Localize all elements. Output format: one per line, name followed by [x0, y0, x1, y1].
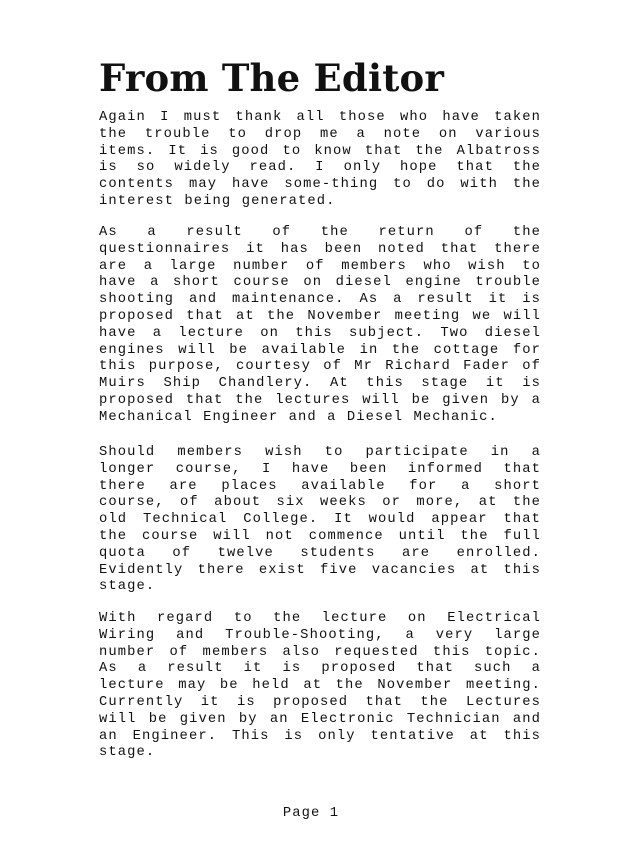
- text-line: stage.: [99, 579, 156, 595]
- text-line: With regard to the lecture on Electrical: [99, 611, 541, 626]
- text-line: stage.: [99, 745, 156, 761]
- text-line: contents may have some-thing to do with the: [99, 177, 541, 193]
- text-line: engines will be available in the cottage for: [99, 342, 541, 358]
- text-line: interest being generated.: [99, 193, 336, 209]
- text-line: the trouble to drop me a note on various: [99, 126, 541, 142]
- text-line: will be given by an Electronic Technician and: [99, 711, 541, 727]
- text-line: Should members wish to participate in a: [99, 445, 541, 460]
- text-line: quota of twelve students are enrolled.: [99, 545, 541, 561]
- text-line: As a result of the return of the: [99, 225, 541, 240]
- text-line: have a short course on diesel engine trouble: [99, 275, 541, 291]
- paragraph-diesel-course: [99, 225, 541, 427]
- page-title: From The Editor: [99, 56, 445, 100]
- text-line: are a large number of members who wish to: [99, 258, 541, 274]
- paragraph-electrical-lecture: [99, 611, 541, 762]
- text-line: proposed that at the November meeting we will: [99, 308, 541, 324]
- text-line: Mechanical Engineer and a Diesel Mechanic.: [99, 409, 498, 425]
- text-line: Muirs Ship Chandlery. At this stage it is: [99, 376, 541, 392]
- text-line: Wiring and Trouble-Shooting, a very large: [99, 627, 541, 643]
- paragraph-intro: [99, 110, 541, 211]
- text-line: items. It is good to know that the Albatross: [99, 143, 541, 159]
- text-line: is so widely read. I only hope that the: [99, 160, 541, 176]
- text-line: Currently it is proposed that the Lectures: [99, 694, 541, 710]
- paragraph-longer-course: [99, 445, 541, 596]
- text-line: have a lecture on this subject. Two diesel: [99, 325, 541, 341]
- text-line: this purpose, courtesy of Mr Richard Fader of: [99, 359, 541, 375]
- text-line: the course will not commence until the full: [99, 528, 541, 544]
- text-line: questionnaires it has been noted that there: [99, 241, 541, 257]
- text-line: lecture may be held at the November meeting.: [99, 678, 541, 694]
- text-line: longer course, I have been informed that: [99, 461, 541, 477]
- text-line: there are places available for a short: [99, 478, 541, 494]
- text-line: Evidently there exist five vacancies at this: [99, 562, 541, 578]
- text-line: old Technical College. It would appear that: [99, 512, 541, 528]
- text-line: proposed that the lectures will be given by a: [99, 392, 541, 408]
- text-line: course, of about six weeks or more, at the: [99, 495, 541, 511]
- page-number: Page 1: [282, 806, 340, 821]
- text-line: number of members also requested this topic.: [99, 644, 541, 660]
- text-line: shooting and maintenance. As a result it is: [99, 292, 541, 308]
- text-line: Again I must thank all those who have taken: [99, 110, 541, 125]
- text-line: As a result it is proposed that such a: [99, 661, 541, 677]
- text-line: an Engineer. This is only tentative at this: [99, 728, 541, 744]
